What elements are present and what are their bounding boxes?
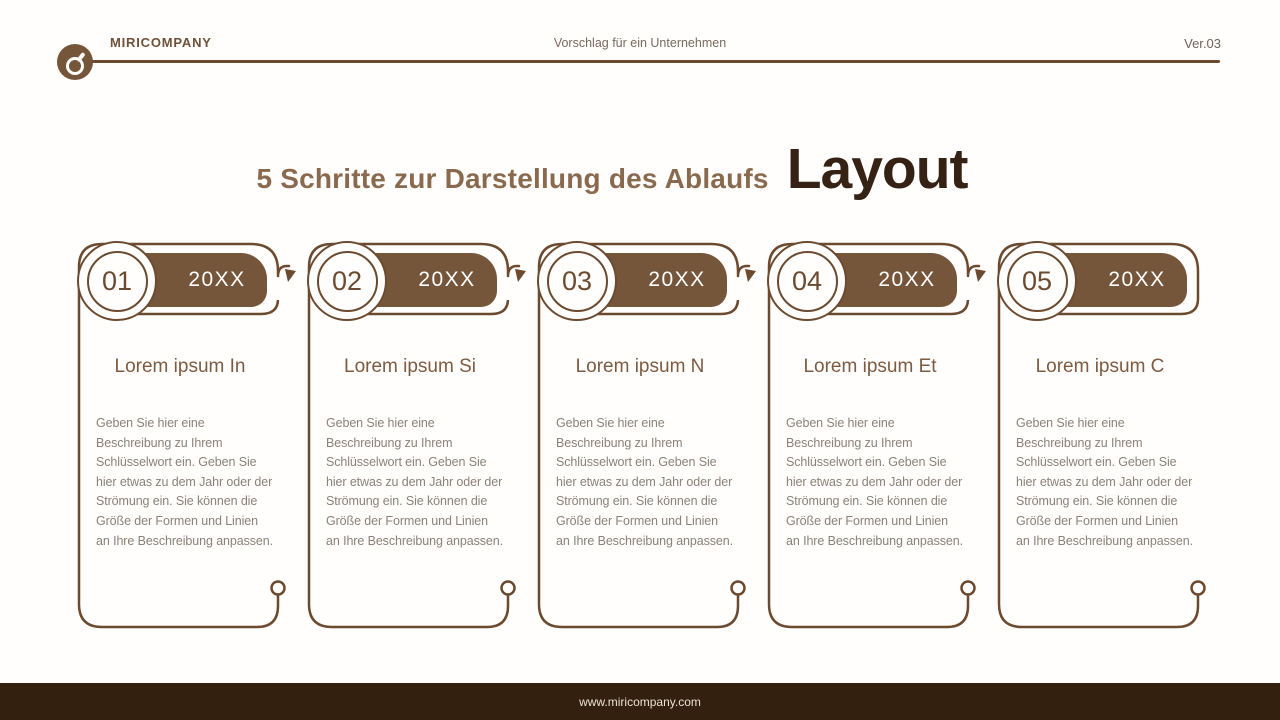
slide-subtitle: Vorschlag für ein Unternehmen — [553, 36, 727, 50]
header-divider — [92, 60, 1220, 63]
brand-name: MIRICOMPANY — [110, 35, 212, 50]
step-number-circle — [537, 241, 617, 321]
pin-circle-icon — [962, 582, 975, 595]
pin-circle-icon — [502, 582, 515, 595]
step-card-5 — [995, 240, 1205, 628]
step-description: Geben Sie hier eine Beschreibung zu Ihrem Schlüsselwort ein. Geben Sie hier etwas zu dem Jahr oder der Strömung ein. Sie können die Größe der Formen und Linien an Ihre Beschreibung anpassen. — [786, 416, 963, 548]
title-row — [0, 136, 1224, 202]
year-label: 20XX — [1108, 268, 1166, 291]
year-label: 20XX — [648, 268, 706, 291]
miricompany-monogram-icon — [66, 57, 84, 75]
step-description: Geben Sie hier eine Beschreibung zu Ihrem Schlüsselwort ein. Geben Sie hier etwas zu dem Jahr oder der Strömung ein. Sie können die Größe der Formen und Linien an Ihre Beschreibung anpassen. — [1016, 416, 1193, 548]
step-number-circle — [307, 241, 387, 321]
step-number-circle — [767, 241, 847, 321]
step-card-3 — [535, 240, 745, 628]
step-description: Geben Sie hier eine Beschreibung zu Ihrem Schlüsselwort ein. Geben Sie hier etwas zu dem Jahr oder der Strömung ein. Sie können die Größe der Formen und Linien an Ihre Beschreibung anpassen. — [556, 416, 733, 548]
step-heading: Lorem ipsum C — [1035, 356, 1165, 377]
next-step-arrow-icon — [273, 262, 303, 292]
year-label: 20XX — [188, 268, 246, 291]
step-number-circle — [77, 241, 157, 321]
pin-circle-icon — [272, 582, 285, 595]
step-heading: Lorem ipsum Et — [803, 356, 937, 377]
step-number: 05 — [1021, 265, 1053, 296]
next-step-arrow-icon — [733, 262, 763, 292]
year-label: 20XX — [418, 268, 476, 291]
step-description: Geben Sie hier eine Beschreibung zu Ihrem Schlüsselwort ein. Geben Sie hier etwas zu dem Jahr oder der Strömung ein. Sie können die Größe der Formen und Linien an Ihre Beschreibung anpassen. — [96, 416, 273, 548]
title-highlight: Layout — [786, 137, 968, 201]
step-number: 04 — [791, 265, 823, 296]
pin-circle-icon — [732, 582, 745, 595]
version-label: Ver.03 — [1184, 36, 1221, 51]
step-number: 02 — [331, 265, 363, 296]
step-heading: Lorem ipsum N — [575, 356, 705, 377]
year-label: 20XX — [878, 268, 936, 291]
step-heading: Lorem ipsum Si — [344, 356, 476, 377]
step-number: 03 — [561, 265, 593, 296]
next-step-arrow-icon — [963, 262, 993, 292]
footer-url: www.miricompany.com — [579, 694, 701, 709]
footer-bar — [0, 683, 1280, 720]
step-heading: Lorem ipsum In — [114, 356, 246, 377]
step-card-1 — [75, 240, 285, 628]
step-number: 01 — [101, 265, 133, 296]
step-card-4 — [765, 240, 975, 628]
step-number-circle — [997, 241, 1077, 321]
step-card-2 — [305, 240, 515, 628]
next-step-arrow-icon — [503, 262, 533, 292]
pin-circle-icon — [1192, 582, 1205, 595]
step-description: Geben Sie hier eine Beschreibung zu Ihrem Schlüsselwort ein. Geben Sie hier etwas zu dem Jahr oder der Strömung ein. Sie können die Größe der Formen und Linien an Ihre Beschreibung anpassen. — [326, 416, 503, 548]
title-lead: 5 Schritte zur Darstellung des Ablaufs — [256, 163, 769, 194]
steps-row — [75, 240, 1205, 628]
